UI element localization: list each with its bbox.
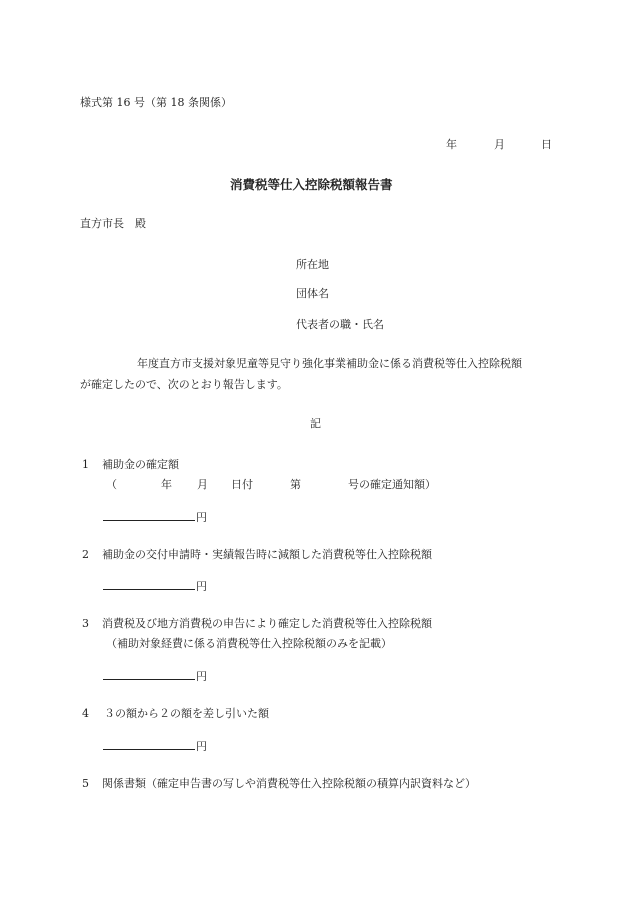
amount-field[interactable] [103, 509, 207, 525]
amount-underline[interactable] [103, 738, 195, 750]
amount-field[interactable] [103, 738, 207, 754]
amount-underline[interactable] [103, 578, 195, 590]
intro-line-2: が確定したので、次のとおり報告します。 [80, 378, 288, 391]
organization-label: 団体名 [296, 287, 329, 300]
item-note: （補助対象経費に係る消費税等仕入控除税額のみを記載） [106, 637, 392, 650]
yen-label: 円 [196, 670, 207, 683]
notice-year: 年 [161, 478, 172, 491]
representative-label: 代表者の職・氏名 [296, 318, 384, 331]
form-number: 様式第 16 号（第 18 条関係） [80, 96, 232, 109]
item-label: 関係書類（確定申告書の写しや消費税等仕入控除税額の積算内訳資料など） [102, 777, 476, 790]
notice-tail: 号の確定通知額） [348, 478, 436, 491]
notice-open-paren: （ [106, 478, 117, 491]
addressee: 直方市長 殿 [80, 217, 146, 230]
amount-field[interactable] [103, 578, 207, 594]
item-number: 2 [82, 548, 89, 561]
intro-line-1: 年度直方市支援対象児童等見守り強化事業補助金に係る消費税等仕入控除税額 [137, 357, 522, 370]
amount-field[interactable] [103, 668, 207, 684]
item-label: 消費税及び地方消費税の申告により確定した消費税等仕入控除税額 [102, 617, 432, 630]
document-title: 消費税等仕入控除税額報告書 [230, 177, 393, 192]
ki-heading: 記 [310, 417, 321, 430]
item-label: 補助金の確定額 [102, 458, 179, 471]
date-year: 年 [446, 138, 457, 151]
yen-label: 円 [196, 580, 207, 593]
yen-label: 円 [196, 740, 207, 753]
item-number: 4 [82, 707, 89, 720]
item-number: 5 [82, 777, 89, 790]
item-label: 補助金の交付申請時・実績報告時に減額した消費税等仕入控除税額 [102, 548, 432, 561]
item-number: 1 [82, 458, 89, 471]
amount-underline[interactable] [103, 509, 195, 521]
date-month: 月 [494, 138, 505, 151]
address-label: 所在地 [296, 258, 329, 271]
date-day: 日 [541, 138, 552, 151]
notice-day: 日付 [231, 478, 253, 491]
yen-label: 円 [196, 511, 207, 524]
amount-underline[interactable] [103, 668, 195, 680]
item-label: ３の額から２の額を差し引いた額 [104, 707, 269, 720]
item-number: 3 [82, 617, 89, 630]
notice-dai: 第 [290, 478, 301, 491]
notice-month: 月 [197, 478, 208, 491]
